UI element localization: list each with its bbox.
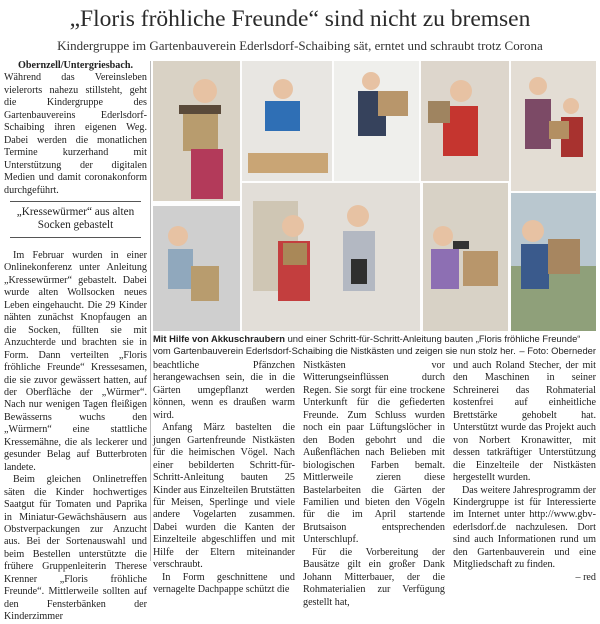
photo-caption xyxy=(153,333,596,356)
paragraph: Für die Vorbereitung der Bausätze gilt ein großer Dank Johann Mitterbauer, der die Rohmaterialien zur Verfügung gestellt hat, xyxy=(303,546,445,608)
photo-collage-image xyxy=(153,61,596,331)
column-2 xyxy=(153,360,295,597)
box-title: „Kressewürmer“ aus alten Socken gebastelt xyxy=(16,205,135,232)
paragraph: Beim gleichen Onlinetreffen säten die Kinder hochwertiges Saatgut für Tomaten und Paprika in Miniatur-Gewächshäusern aus Obstverpackungen zur Anzucht aus. Bei der Sortenauswahl und beim Bestellen unterstützte die frühere Gruppenleiterin Therese Krenner „Floris fröhliche Freunde“. Mittlerweile sollten auf den Fensterbänken der Kinderzimmer xyxy=(4,474,147,623)
column-divider xyxy=(150,61,151,561)
paragraph: Im Februar wurden in einer Onlinekonferenz unter Anleitung „Kressewürmer“ gebastelt. Dabei wurde alten Wollsocken neues Leben eingehaucht. Die 29 Kinder nähten zunächst Knopfaugen an die Socken, füllten sie mit Anzuchterde und brachten sie in Form. Dann verteilten „Floris fröhliche Freunde“ Kressesamen, die sie zuvor gewässert hatten, auf der Oberfläche der „Würmer“. Nach nur wenigen Tagen fleißigen Bewässerns wuchs den „Würmern“ eine stattliche Kressemähne, die als leckerer und gesunder Belag auf Butterbroten landete. xyxy=(4,249,147,473)
paragraph: In Form geschnittene und vernagelte Dachpappe schützt die xyxy=(153,571,295,596)
column-1 xyxy=(4,60,147,624)
article-headline: „Floris fröhliche Freunde“ sind nicht zu bremsen xyxy=(69,6,531,32)
caption-bold: Mit Hilfe von Akkuschraubern xyxy=(153,333,285,344)
column-3 xyxy=(303,360,445,609)
intro-paragraph: Während das Vereinsleben vielerorts nahezu stillsteht, geht die Kindergruppe des Gartenbauvereins Ederlsdorf-Schaibing ihren eigenen Weg. Dabei werden die monatlichen Termine kurzerhand mit Unterstützung der digitalen Medien und damit coronakonform durchgeführt. xyxy=(4,72,147,196)
article-subheadline: Kindergruppe im Gartenbauverein Ederlsdorf-Schaibing sät, erntet und schraubt trotz Corona xyxy=(57,38,543,53)
column-4 xyxy=(453,360,596,584)
paragraph: beachtliche Pfänzchen herangewachsen sein, die in die Gärten umgepflanzt werden können, wenn es draußen warm wird. xyxy=(153,360,295,421)
divider-top xyxy=(10,201,141,202)
paragraph: Anfang März bastelten die jungen Gartenfreunde Nistkästen für die heimischen Vögel. Nach einer bebilderten Schritt-für-Schritt-Anleitung bauten 25 Kinder aus Einzelteilen Brutstätten für Meisen, Sperlinge und viele andere Vogelarten zusammen. Dabei wurden die Kanten der Einzelteile abgeschliffen und mit Hilfe der Eltern miteinander verschraubt. xyxy=(153,422,295,571)
dateline: Obernzell/Untergriesbach. xyxy=(17,60,133,71)
divider-bottom xyxy=(10,237,141,238)
signature: – red xyxy=(575,571,596,583)
photo-collage xyxy=(153,61,596,331)
paragraph: und auch Roland Stecher, der mit den Maschinen in seiner Schreinerei das Rohmaterial kostenfrei auf einheitliche Brettstärke gehobelt hat. Unterstützt wurde das Projekt auch von Norbert Kronawitter, mit dessen tatkräftiger Unterstützung die Einzelteile der Nistkästen hergestellt wurden. xyxy=(453,360,596,484)
photo-credit: – Foto: Oberneder xyxy=(519,344,596,356)
caption-text: und einer Schritt-für-Schritt-Anleitung bauten „Floris fröhliche Freunde“ vom Gartenbauverein Ederlsdorf-Schaibing die Nistkästen und zeigen sie nun stolz her. xyxy=(153,333,581,356)
paragraph: Nistkästen vor Witterungseinflüssen durch Regen. Sie sorgt für eine trockene Unterkunft für die gefiederten Freunde. Zum Schluss wurden noch ein paar Lüftungslöcher in den Boden gebohrt und die Außenflächen nach Belieben mit biologischen Farben bemalt. Mittlerweile zieren diese Bastelarbeiten die Gärten der Familien und bieten den Vögeln für die im April startende Brutsaison entsprechenden Unterschlupf. xyxy=(303,360,445,546)
paragraph: Das weitere Jahresprogramm der Kindergruppe ist für Interessierte im Internet unter http://www.gbv-ederlsdorf.de nachzulesen. Dort sind auch Informationen rund um den Gartenbauverein und eine Mitgliedschaft zu finden. xyxy=(453,484,596,571)
